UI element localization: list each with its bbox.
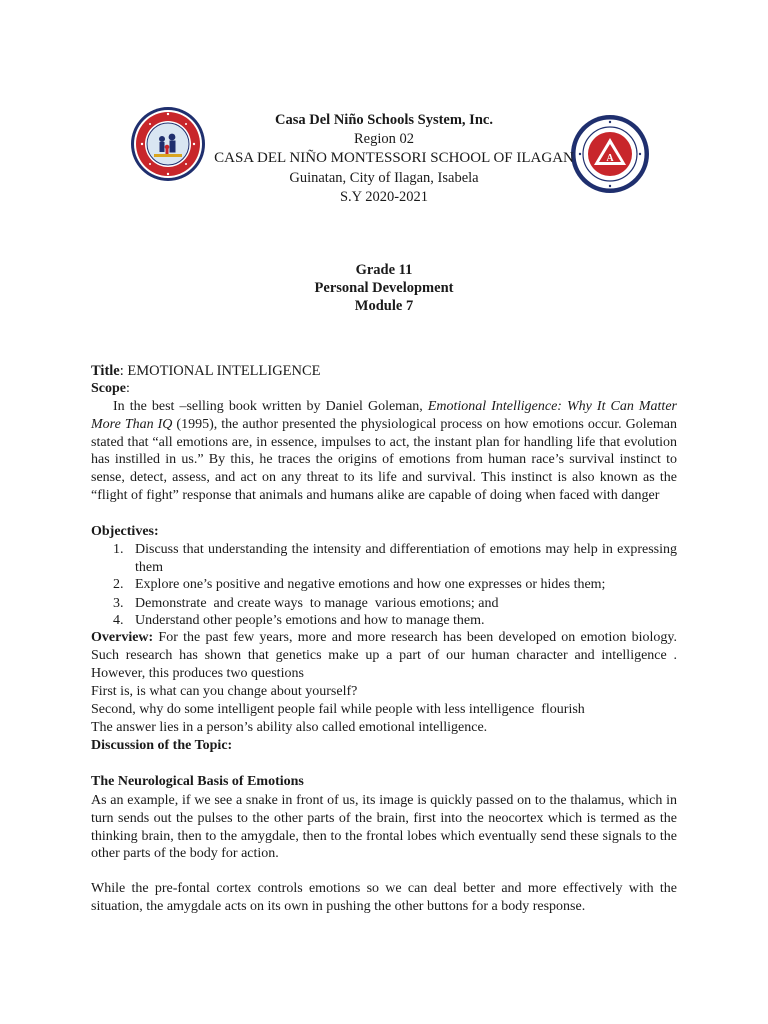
overview-label: Overview: <box>91 630 154 645</box>
objective-number: 3. <box>113 596 124 611</box>
grade-level: Grade 11 <box>355 262 413 278</box>
neuro-paragraph-2: While the pre-fontal cortex controls emotions so we can deal better and more effectively with the situation, the amygdale acts on its own in pushing the other buttons for a body response. <box>91 881 677 914</box>
school-name: CASA DEL NIÑO MONTESSORI SCHOOL OF ILAGAN <box>214 150 574 166</box>
objective-number: 2. <box>113 577 124 592</box>
objective-text: Demonstrate and create ways to manage various emotions; and <box>135 596 499 611</box>
title-value: EMOTIONAL INTELLIGENCE <box>127 363 321 379</box>
module-number: Module 7 <box>354 298 414 314</box>
objective-item <box>113 541 677 577</box>
scope-line <box>91 381 130 397</box>
title-label: Title <box>91 363 120 379</box>
overview-text: For the past few years, more and more research has been developed on emotion biology. Such research has shown that genetics make up a part of our human character and intelligence . However, this produces two questions <box>91 630 677 681</box>
objectives-heading: Objectives: <box>91 524 159 539</box>
overview-question-1: First is, is what can you change about yourself? <box>91 684 358 699</box>
objective-text: Explore one’s positive and negative emotions and how one expresses or hides them; <box>135 577 606 592</box>
school-address: Guinatan, City of Ilagan, Isabela <box>289 170 479 186</box>
scope-label: Scope <box>91 381 126 396</box>
scope-text-rest: (1995), the author presented the physiological process on how emotions occur. Goleman stated that “all emotions are, in essence, impulses to act, the instant plan for handling life that evolution has instilled in us.” By this, he traces the origins of emotions from human race’s survival instinct to sense, detect, assess, and act on any threat to its life and survival. This instinct is also known as the “flight of fight” response that animals and humans alike are capable of doing when faced with danger <box>91 416 677 503</box>
org-name: Casa Del Niño Schools System, Inc. <box>275 112 493 128</box>
subject-name: Personal Development <box>314 280 454 296</box>
title-sep: : <box>119 363 128 379</box>
scope-text-start: In the best –selling book written by Daniel Goleman, <box>113 399 428 414</box>
book-title: Emotional Intelligence: Why It Can Matter More Than IQ <box>91 399 677 432</box>
svg-text:A: A <box>606 153 614 164</box>
discussion-heading: Discussion of the Topic: <box>91 738 233 753</box>
objective-number: 4. <box>113 613 124 628</box>
scope-paragraph <box>91 398 677 505</box>
objective-number: 1. <box>113 542 124 557</box>
title-line <box>91 363 321 380</box>
neuro-paragraph-1: As an example, if we see a snake in front of us, its image is quickly passed on to the thalamus, which in turn sends out the pulses to the other parts of the brain, first into the neocortex which is termed as the thinking brain, then to the amygdale, then to the frontal lobes which eventually send these signals to the other parts of the body for action. <box>91 793 677 862</box>
neuro-heading: The Neurological Basis of Emotions <box>91 774 304 789</box>
overview-question-2: Second, why do some intelligent people fail while people with less intelligence flourish <box>91 702 585 717</box>
scope-sep: : <box>126 381 130 396</box>
objective-text: Understand other people’s emotions and how to manage them. <box>135 613 485 628</box>
overview-answer: The answer lies in a person’s ability also called emotional intelligence. <box>91 720 488 735</box>
overview-paragraph <box>91 629 677 682</box>
region: Region 02 <box>353 131 414 147</box>
school-year: S.Y 2020-2021 <box>339 189 429 205</box>
objective-text: Discuss that understanding the intensity and differentiation of emotions may help in expressing them <box>135 542 677 575</box>
